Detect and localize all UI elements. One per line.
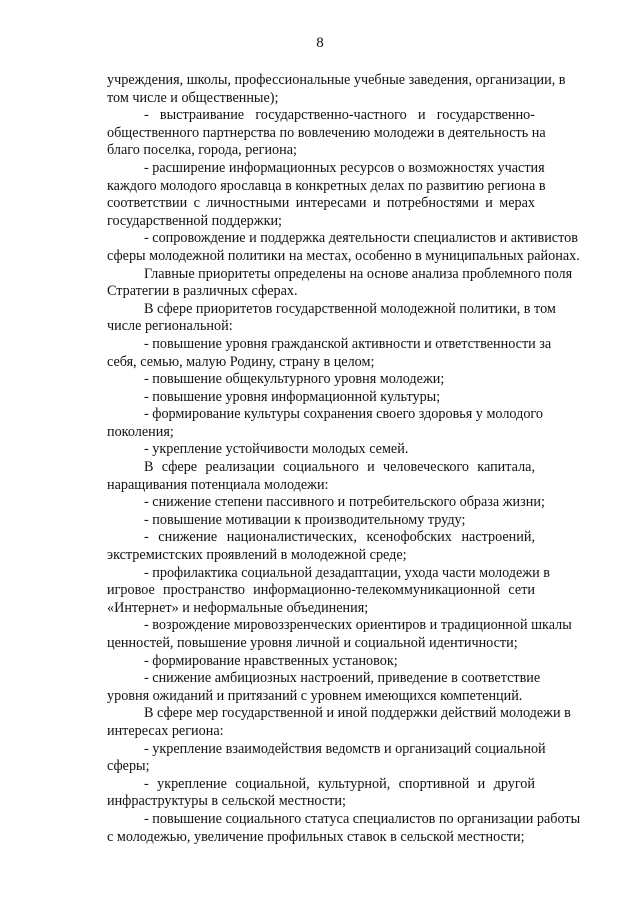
text-line: - сопровождение и поддержка деятельности специалистов и активистов	[144, 230, 578, 247]
text-line: государственной поддержки;	[107, 212, 282, 229]
text-line: - формирование культуры сохранения своего здоровья у молодого	[144, 406, 543, 423]
text-line: сферы;	[107, 758, 150, 775]
text-line: с молодежью, увеличение профильных ставок в сельской местности;	[107, 828, 525, 845]
text-line: - снижение амбициозных настроений, приведение в соответствие	[144, 670, 541, 687]
text-line: благо поселка, города, региона;	[107, 142, 297, 159]
text-line: наращивания потенциала молодежи:	[107, 476, 329, 493]
text-line: - повышение социального статуса специалистов по организации работы	[144, 810, 581, 827]
text-line: - формирование нравственных установок;	[144, 652, 398, 669]
text-line: - повышение уровня гражданской активности и ответственности за	[144, 335, 552, 352]
text-line: В сфере мер государственной и иной поддержки действий молодежи в	[144, 705, 571, 722]
body-text	[107, 72, 581, 846]
text-line: общественного партнерства по вовлечению молодежи в деятельность на	[107, 124, 546, 141]
text-line: Стратегии в различных сферах.	[107, 283, 298, 300]
text-line: - возрождение мировоззренческих ориентиров и традиционной шкалы	[144, 617, 572, 634]
text-line: - снижение степени пассивного и потребительского образа жизни;	[144, 494, 545, 511]
text-line: Главные приоритеты определены на основе анализа проблемного поля	[144, 265, 573, 282]
text-line: учреждения, школы, профессиональные учебные заведения, организации, в	[107, 72, 566, 88]
text-line: - снижение националистических, ксенофобских настроений,	[144, 529, 535, 546]
text-line: «Интернет» и неформальные объединения;	[107, 599, 369, 616]
text-line: уровня ожиданий и притязаний с уровнем имеющихся компетенций.	[107, 687, 523, 704]
text-line: себя, семью, малую Родину, страну в целом;	[107, 353, 375, 370]
text-line: В сфере реализации социального и человеческого капитала,	[144, 459, 535, 476]
text-line: игровое пространство информационно-телекоммуникационной сети	[107, 582, 535, 599]
text-line: ценностей, повышение уровня личной и социальной идентичности;	[107, 635, 518, 651]
text-line: поколения;	[107, 423, 174, 440]
text-line: сферы молодежной политики на местах, особенно в муниципальных районах.	[107, 247, 580, 264]
text-line: - повышение мотивации к производительному труду;	[144, 511, 466, 528]
text-line: - расширение информационных ресурсов о возможностях участия	[144, 159, 545, 176]
text-line: - укрепление взаимодействия ведомств и организаций социальной	[144, 740, 546, 757]
page-number: 8	[316, 35, 324, 51]
text-line: инфраструктуры в сельской местности;	[107, 793, 346, 810]
text-line: - укрепление устойчивости молодых семей.	[144, 441, 409, 458]
text-line: - повышение общекультурного уровня молодежи;	[144, 371, 445, 388]
text-line: - укрепление социальной, культурной, спортивной и другой	[144, 775, 535, 792]
text-line: числе региональной:	[107, 318, 233, 335]
text-line: - профилактика социальной дезадаптации, ухода части молодежи в	[144, 564, 550, 581]
text-line: экстремистских проявлений в молодежной среде;	[107, 547, 407, 564]
text-line: каждого молодого ярославца в конкретных делах по развитию региона в	[107, 177, 546, 194]
text-line: В сфере приоритетов государственной молодежной политики, в том	[144, 300, 556, 317]
text-line: соответствии с личностными интересами и потребностями и мерах	[107, 195, 535, 212]
text-line: - выстраивание государственно-частного и государственно-	[144, 107, 535, 124]
text-line: том числе и общественные);	[107, 89, 279, 106]
text-line: интересах региона:	[107, 722, 224, 739]
text-line: - повышение уровня информационной культуры;	[144, 388, 441, 405]
